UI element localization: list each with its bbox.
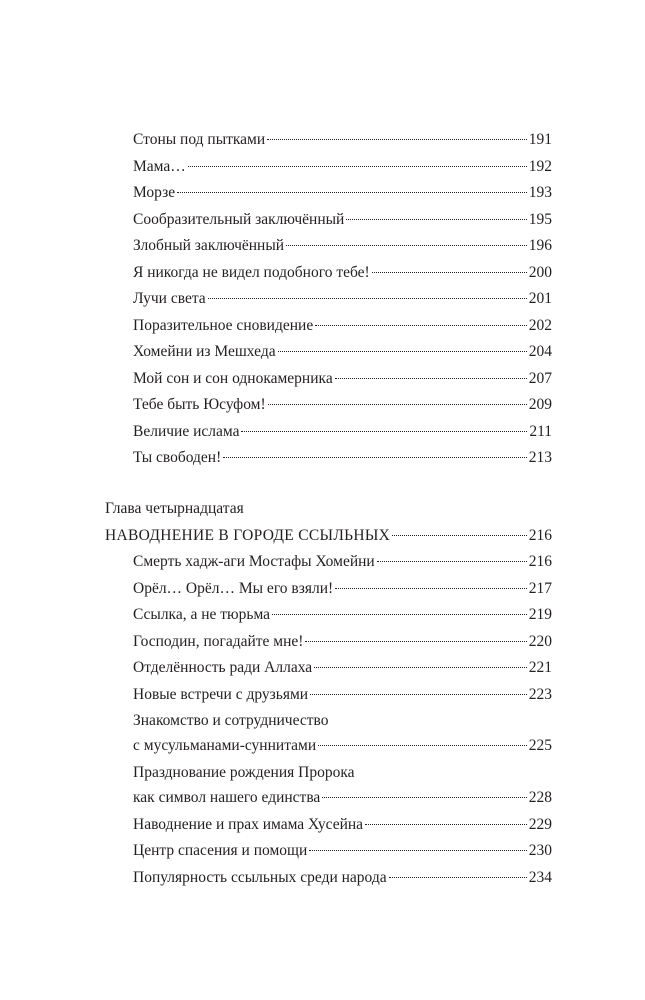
toc-entry-title-line1: Знакомство и сотрудничество: [133, 712, 329, 729]
dot-leader: [335, 378, 527, 379]
toc-entry-title: Смерть хадж-аги Мостафы Хомейни: [133, 553, 375, 570]
toc-entry-title: Популярность ссыльных среди народа: [133, 869, 387, 886]
dot-leader: [346, 219, 526, 220]
dot-leader: [314, 667, 527, 668]
toc-entry-page: 207: [528, 370, 552, 387]
toc-entry-title: Тебе быть Юсуфом!: [133, 396, 266, 413]
toc-entry: [133, 183, 552, 203]
dot-leader: [392, 535, 527, 536]
toc-entry-page: 204: [528, 343, 552, 360]
dot-leader: [188, 166, 527, 167]
toc-entry: [133, 369, 552, 389]
dot-leader: [315, 325, 527, 326]
dot-leader: [208, 298, 527, 299]
dot-leader: [389, 877, 527, 878]
toc-entry-title: Мой сон и сон однокамерника: [133, 370, 333, 387]
toc-entry-title: Ссылка, а не тюрьма: [133, 606, 271, 623]
toc-entry-page: 219: [528, 606, 552, 623]
toc-entry-page: 228: [528, 789, 552, 806]
dot-leader: [335, 588, 527, 589]
toc-entry-title: Я никогда не видел подобного тебе!: [133, 264, 370, 281]
toc-entry: [133, 236, 552, 256]
dot-leader: [309, 850, 526, 851]
toc-entry-page: 195: [528, 211, 552, 228]
toc-entry-title: Центр спасения и помощи: [133, 842, 308, 859]
dot-leader: [286, 245, 527, 246]
toc-entry-title: Отделённость ради Аллаха: [133, 659, 313, 676]
dot-leader: [267, 139, 527, 140]
toc-entry: [133, 210, 552, 230]
dot-leader: [305, 641, 526, 642]
toc-entry-second-line: [133, 736, 552, 756]
toc-entry: [133, 815, 552, 835]
dot-leader: [322, 797, 526, 798]
toc-entry: [133, 395, 552, 415]
toc-entry: [133, 685, 552, 705]
toc-entry-page: 209: [528, 396, 552, 413]
toc-entry-page: 211: [529, 423, 552, 440]
toc-entry: [133, 157, 552, 177]
dot-leader: [372, 272, 527, 273]
toc-entry-title: Поразительное сновидение: [133, 317, 314, 334]
toc-entry: [133, 579, 552, 599]
toc-entry-page: 192: [528, 158, 552, 175]
toc-entry-page: 200: [528, 264, 552, 281]
dot-leader: [223, 457, 527, 458]
toc-entry-page: 216: [528, 553, 552, 570]
toc-entry: [133, 316, 552, 336]
toc-entry-page: 193: [528, 184, 552, 201]
toc-entry-title: Хомейни из Мешхеда: [133, 343, 276, 360]
dot-leader: [318, 745, 527, 746]
toc-entry-page: 202: [528, 317, 552, 334]
toc-entry-title: Стоны под пытками: [133, 131, 266, 148]
chapter-title: НАВОДНЕНИЕ В ГОРОДЕ ССЫЛЬНЫХ: [105, 527, 391, 544]
toc-entry-title: Величие ислама: [133, 423, 240, 440]
toc-entry-title: Злобный заключённый: [133, 237, 285, 254]
dot-leader: [278, 351, 527, 352]
toc-entry: [133, 342, 552, 362]
dot-leader: [177, 192, 527, 193]
toc-entry: [133, 868, 552, 888]
toc-entry-page: 221: [528, 659, 552, 676]
toc-entry-title: Новые встречи с друзьями: [133, 686, 309, 703]
toc-entry: [133, 422, 552, 442]
toc-entry-title: Ты свободен!: [133, 449, 222, 466]
toc-entry: [133, 658, 552, 678]
toc-entry: [133, 632, 552, 652]
toc-entry: [133, 605, 552, 625]
toc-entry-page: 217: [528, 580, 552, 597]
toc-entry-title: Лучи света: [133, 290, 206, 307]
toc-entry-title: Морзе: [133, 184, 176, 201]
dot-leader: [365, 824, 527, 825]
toc-entry-title: Орёл… Орёл… Мы его взяли!: [133, 580, 334, 597]
toc-entry: [133, 263, 552, 283]
toc-entry-title-line2: с мусульманами-суннитами: [133, 737, 317, 754]
toc-entry-title: Наводнение и прах имама Хусейна: [133, 816, 364, 833]
toc-entry-title: Сообразительный заключённый: [133, 211, 345, 228]
toc-entry-page: 223: [528, 686, 552, 703]
toc-entry-multiline: [133, 763, 552, 808]
chapter-title-entry: [105, 526, 552, 546]
toc-entry-page: 234: [528, 869, 552, 886]
toc-entry: [133, 289, 552, 309]
toc-entry: [133, 448, 552, 468]
toc-entry-title: Господин, погадайте мне!: [133, 633, 304, 650]
dot-leader: [272, 614, 527, 615]
toc-entry-title: Мама…: [133, 158, 186, 175]
dot-leader: [377, 561, 527, 562]
toc-entry-multiline: [133, 711, 552, 756]
toc-entry: [133, 130, 552, 150]
toc-entry-page: 201: [528, 290, 552, 307]
toc-entry-page: 230: [528, 842, 552, 859]
dot-leader: [241, 431, 527, 432]
toc-entry-title-line1: Празднование рождения Пророка: [133, 764, 355, 781]
toc-entry-page: 213: [528, 449, 552, 466]
chapter-page: 216: [528, 527, 552, 544]
toc-entry-title-line2: как символ нашего единства: [133, 789, 321, 806]
chapter-label: Глава четырнадцатая: [105, 500, 244, 517]
toc-entry: [133, 552, 552, 572]
toc-entry: [133, 841, 552, 861]
dot-leader: [310, 694, 527, 695]
toc-entry-page: 196: [528, 237, 552, 254]
dot-leader: [268, 404, 527, 405]
toc-entry-page: 191: [528, 131, 552, 148]
toc-entry-page: 225: [528, 737, 552, 754]
toc-entry-page: 220: [528, 633, 552, 650]
toc-entry-second-line: [133, 788, 552, 808]
toc-entry-page: 229: [528, 816, 552, 833]
